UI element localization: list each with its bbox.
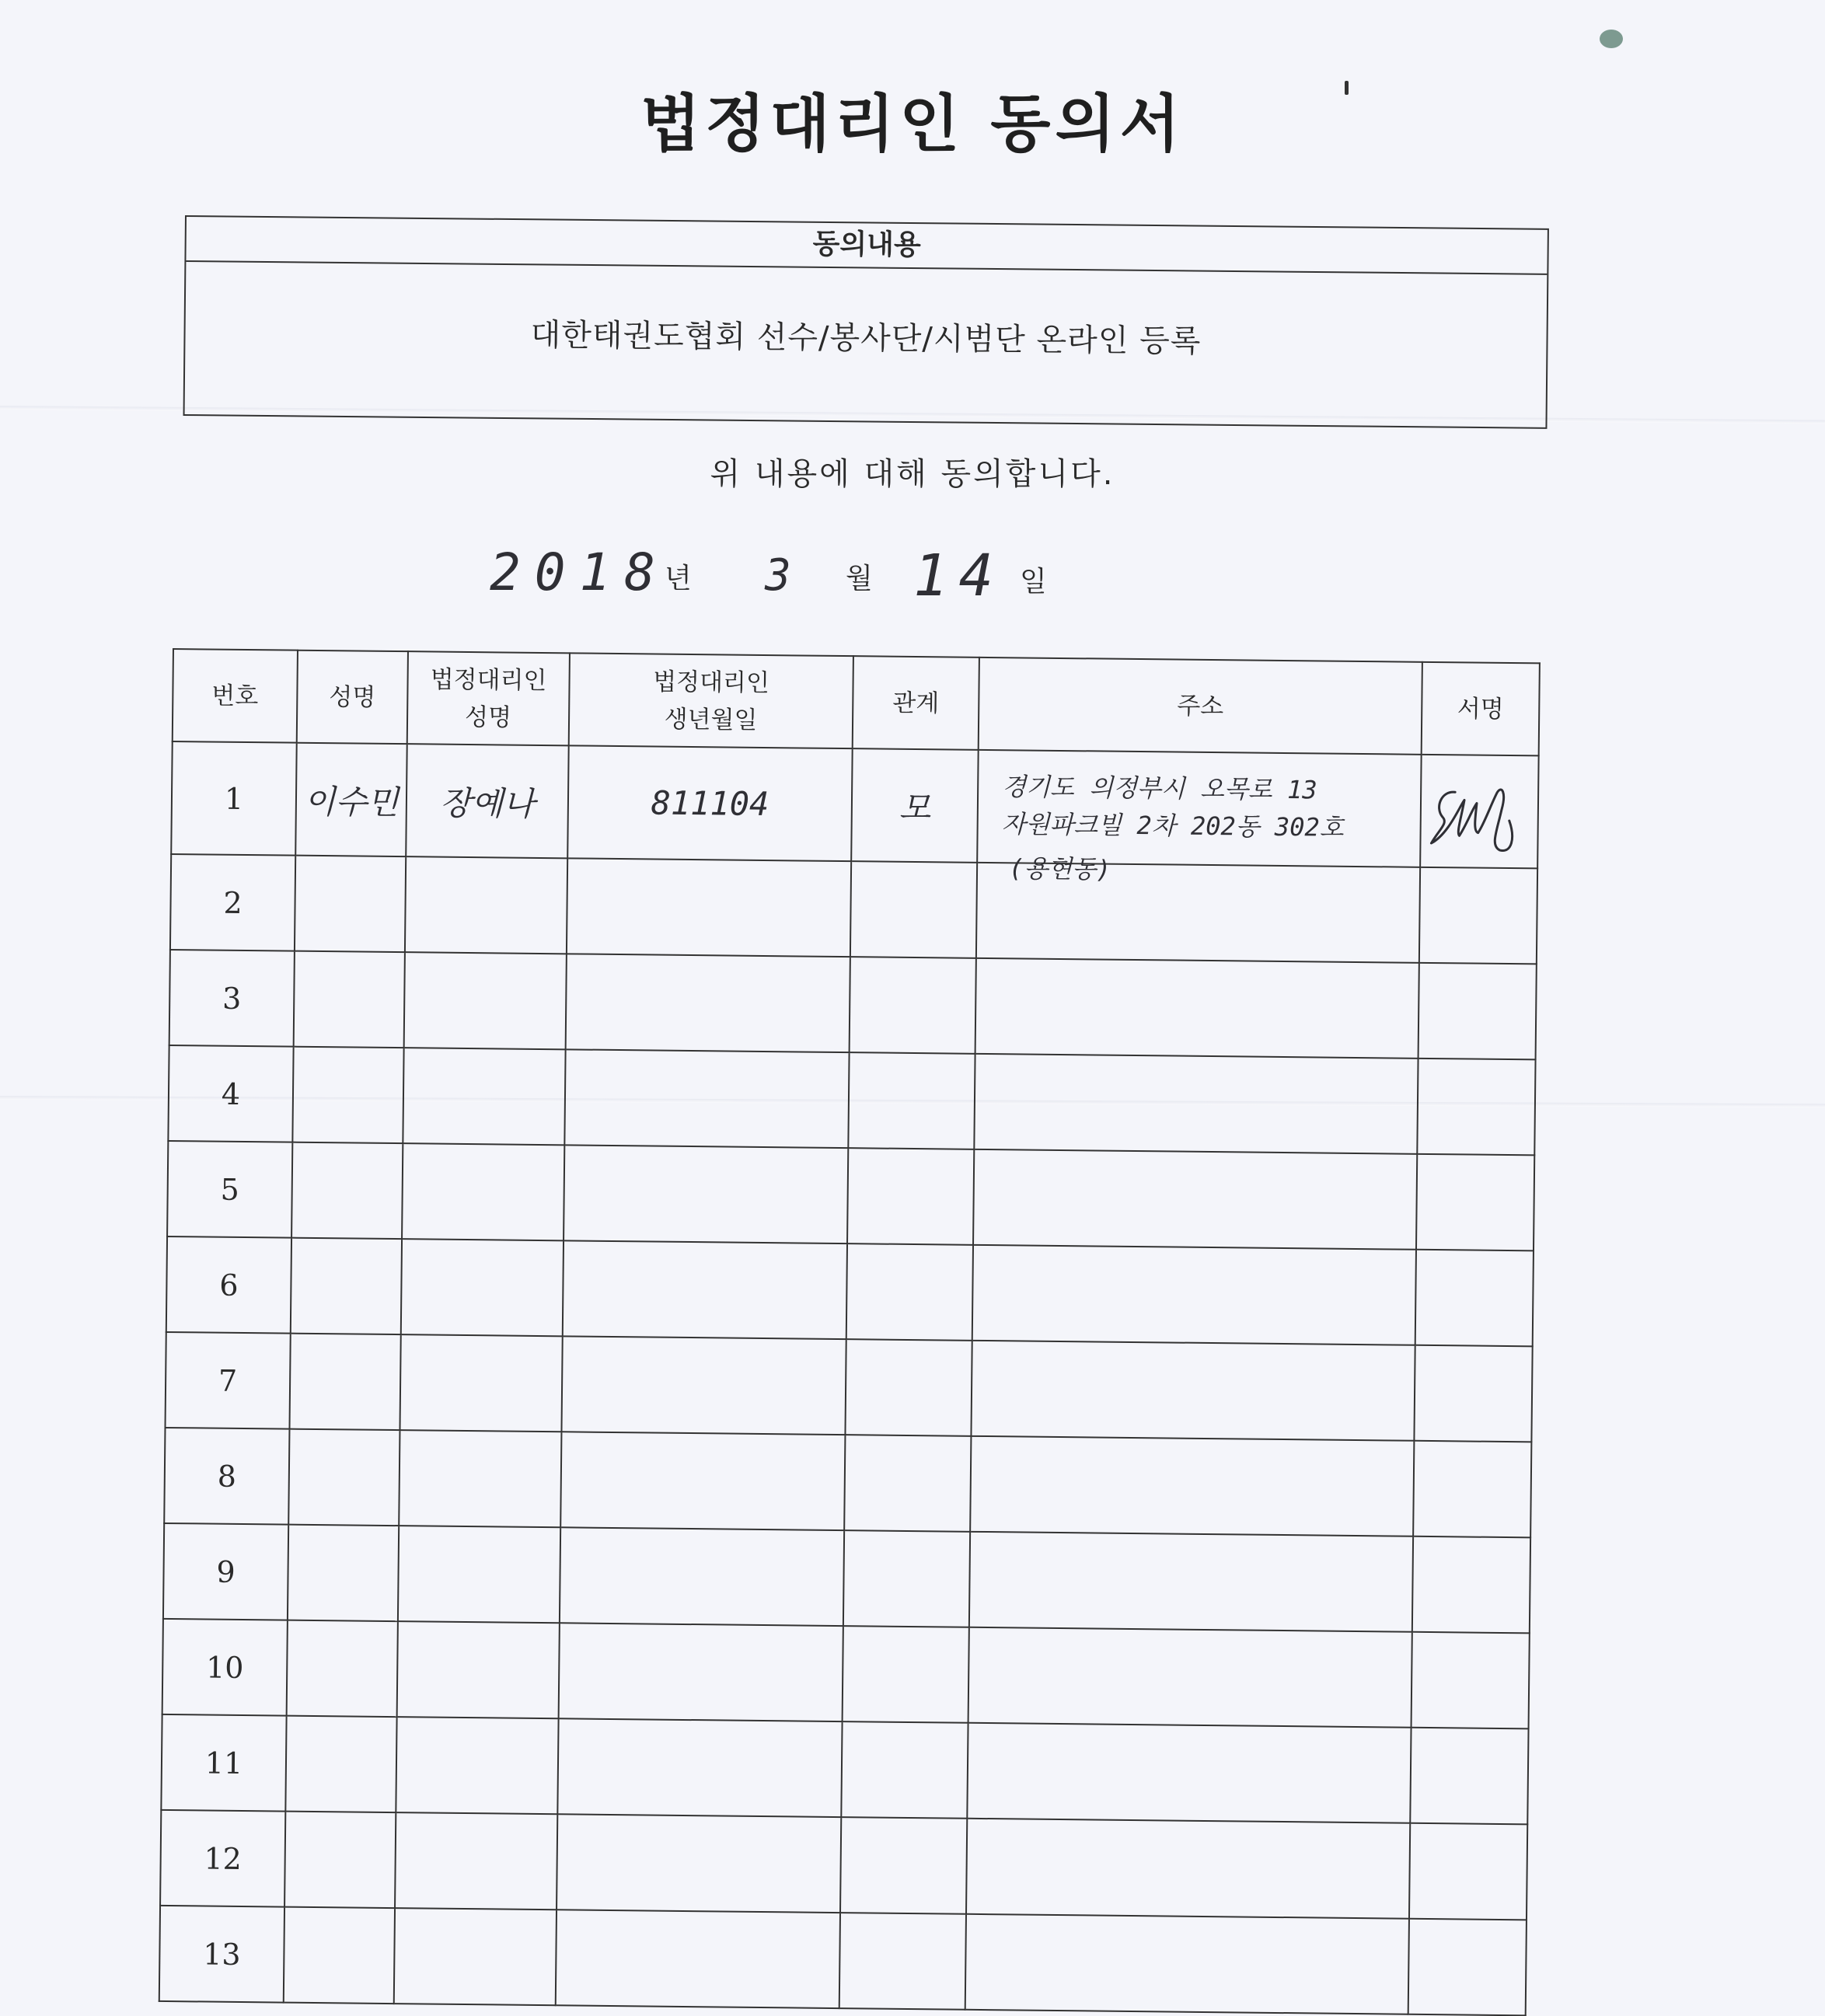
cell-relation	[850, 861, 977, 958]
cell-guardian-name	[395, 1812, 557, 1910]
cell-address	[975, 958, 1419, 1059]
table-row	[170, 854, 1537, 964]
cell-guardian-dob	[563, 1240, 847, 1339]
address-line-2: 자원파크빌 2차 202동 302호	[1001, 809, 1344, 842]
cell-guardian-name	[404, 952, 567, 1049]
cell-no: 10	[162, 1619, 288, 1716]
date-year: 2018	[490, 542, 669, 602]
cell-relation	[839, 1913, 966, 2010]
header-guardian-name	[407, 651, 570, 745]
cell-guardian-dob	[557, 1814, 841, 1913]
address-block	[1001, 768, 1420, 884]
table-row	[159, 1906, 1527, 2015]
cell-signature	[1409, 1823, 1527, 1920]
cell-signature	[1413, 1441, 1531, 1538]
cell-name	[291, 1142, 403, 1239]
cell-address	[969, 1532, 1413, 1632]
cell-guardian-dob	[561, 1336, 846, 1435]
date-month: 3	[765, 550, 791, 601]
cell-address	[973, 1149, 1417, 1250]
registration-table-wrapper	[159, 648, 1541, 2016]
cell-guardian-name	[396, 1717, 558, 1814]
cell-name: 이수민	[295, 743, 407, 856]
cell-relation	[845, 1339, 972, 1436]
handwritten-signature	[1425, 768, 1534, 854]
cell-guardian-name	[405, 856, 567, 954]
cell-address	[966, 1819, 1410, 1919]
consent-header: 동의내용	[186, 217, 1547, 275]
registration-table	[159, 648, 1541, 2016]
cell-guardian-name	[401, 1239, 564, 1336]
cell-name	[292, 1047, 403, 1143]
date-day-unit: 일	[1020, 566, 1047, 598]
cell-address	[974, 1054, 1418, 1154]
address-line-3: (용현동)	[1008, 853, 1111, 884]
cell-guardian-name	[402, 1143, 564, 1240]
cell-name	[284, 1812, 396, 1908]
cell-signature	[1418, 963, 1537, 1060]
table-row	[160, 1810, 1527, 1920]
cell-relation	[844, 1435, 971, 1532]
header-address: 주소	[979, 657, 1422, 755]
cell-no: 6	[166, 1236, 291, 1334]
cell-guardian-dob	[556, 1910, 840, 2008]
cell-signature	[1420, 755, 1539, 869]
cell-name	[295, 856, 406, 952]
cell-relation: 모	[851, 748, 979, 863]
cell-address	[972, 1245, 1416, 1345]
cell-guardian-name	[400, 1334, 562, 1432]
cell-signature	[1408, 1919, 1527, 2016]
cell-signature	[1411, 1632, 1530, 1729]
cell-relation	[846, 1243, 973, 1341]
cell-name	[294, 951, 405, 1048]
cell-address	[967, 1723, 1411, 1823]
table-row	[161, 1714, 1528, 1824]
header-guardian-dob-line2: 생년월일	[664, 705, 758, 734]
cell-name	[288, 1429, 400, 1526]
cell-no: 1	[171, 741, 297, 856]
cell-relation	[847, 1148, 974, 1245]
cell-guardian-dob	[564, 1145, 848, 1243]
header-relation: 관계	[853, 656, 979, 750]
table-row	[166, 1236, 1534, 1346]
document-title: 법정대리인 동의서	[640, 88, 1185, 160]
table-row	[163, 1523, 1530, 1633]
cell-no: 9	[163, 1523, 288, 1620]
cell-signature	[1410, 1728, 1528, 1825]
cell-guardian-name	[394, 1908, 557, 2005]
cell-signature	[1415, 1250, 1534, 1347]
header-guardian-name-line2: 성명	[464, 703, 512, 732]
cell-signature	[1419, 867, 1537, 964]
cell-no: 3	[169, 950, 295, 1047]
header-guardian-dob	[569, 653, 853, 748]
cell-no: 12	[160, 1810, 285, 1907]
cell-no: 2	[170, 854, 295, 951]
cell-no: 4	[168, 1045, 293, 1142]
consent-body: 대한태권도협회 선수/봉사단/시범단 온라인 등록	[530, 317, 1202, 360]
cell-guardian-name	[399, 1430, 561, 1527]
cell-no: 7	[165, 1332, 290, 1429]
cell-guardian-name	[403, 1048, 565, 1145]
cell-guardian-dob	[566, 954, 850, 1052]
address-line-1: 경기도 의정부시 오목로 13	[1001, 772, 1317, 805]
header-signature: 서명	[1422, 662, 1540, 756]
cell-address	[968, 1627, 1412, 1728]
cell-guardian-dob	[567, 858, 851, 957]
table-header-row	[173, 649, 1540, 755]
cell-relation	[841, 1721, 968, 1819]
cell-address	[971, 1341, 1415, 1441]
cell-name	[285, 1716, 396, 1812]
date-year-unit: 년	[665, 563, 692, 595]
cell-signature	[1412, 1536, 1530, 1634]
table-row	[168, 1045, 1535, 1155]
table-row	[171, 741, 1538, 868]
cell-signature	[1414, 1345, 1532, 1442]
date-day: 14	[913, 542, 1005, 609]
cell-relation	[840, 1817, 967, 1914]
cell-relation	[843, 1530, 970, 1627]
cell-name	[289, 1334, 400, 1430]
cell-signature	[1416, 1154, 1534, 1251]
header-guardian-dob-line1: 법정대리인	[653, 667, 770, 697]
header-name: 성명	[297, 650, 408, 744]
cell-relation	[850, 957, 976, 1054]
table-row	[162, 1619, 1530, 1728]
cell-relation	[848, 1052, 975, 1149]
cell-address	[965, 1914, 1409, 2014]
consent-box	[183, 215, 1549, 429]
date-month-unit: 월	[846, 563, 873, 595]
cell-guardian-dob	[557, 1718, 842, 1817]
cell-no: 5	[167, 1141, 292, 1238]
cell-address	[970, 1436, 1414, 1536]
cell-guardian-dob	[564, 1049, 849, 1148]
cell-guardian-dob: 811104	[567, 745, 852, 861]
cell-relation	[843, 1626, 969, 1723]
header-no: 번호	[173, 649, 298, 743]
cell-name	[287, 1620, 398, 1717]
cell-guardian-name	[397, 1621, 560, 1718]
cell-no: 11	[161, 1714, 286, 1812]
paper-speck	[1600, 30, 1623, 48]
cell-name	[291, 1238, 402, 1334]
table-row	[164, 1428, 1531, 1537]
cell-name	[288, 1525, 399, 1621]
cell-guardian-dob	[560, 1432, 845, 1530]
agreement-statement: 위 내용에 대해 동의합니다.	[710, 456, 1115, 492]
cell-guardian-name	[398, 1526, 560, 1623]
signing-date	[466, 536, 1166, 622]
cell-no: 13	[159, 1906, 284, 2003]
cell-guardian-name: 장예나	[406, 744, 569, 858]
cell-no: 8	[164, 1428, 289, 1525]
cell-name	[284, 1907, 395, 2004]
cell-address	[977, 750, 1421, 884]
cell-guardian-dob	[560, 1527, 844, 1626]
table-row	[169, 950, 1537, 1059]
table-row	[165, 1332, 1532, 1442]
cell-guardian-dob	[559, 1623, 843, 1721]
cell-signature	[1417, 1059, 1535, 1156]
table-row	[167, 1141, 1534, 1250]
header-guardian-name-line1: 법정대리인	[430, 664, 547, 695]
